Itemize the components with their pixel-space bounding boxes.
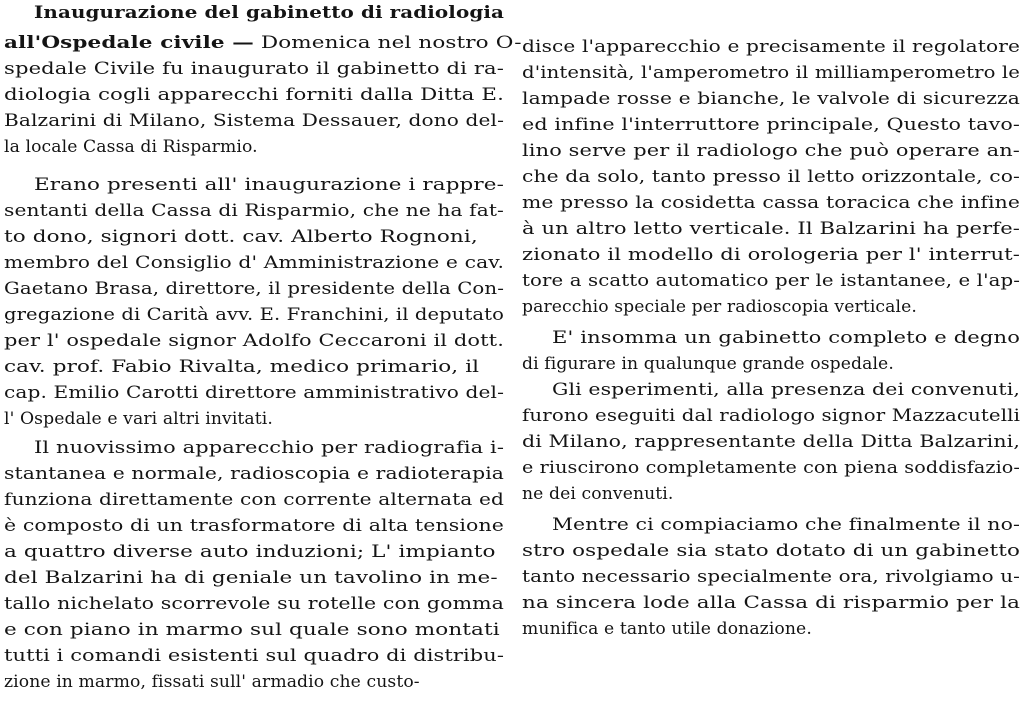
text-line: ed infine l'interruttore principale, Questo tavo- — [522, 115, 1021, 135]
text-line: d'intensità, l'amperometro il milliamperometro le — [522, 63, 1021, 83]
text-line: ne dei convenuti. — [522, 484, 674, 504]
text-line: spedale Civile fu inaugurato il gabinetto di ra- — [4, 59, 505, 79]
text-line: all'Ospedale civile — Domenica nel nostro O- — [4, 33, 522, 53]
text-line: che da solo, tanto presso il letto orizzontale, co- — [522, 167, 1020, 187]
text-line: Gli esperimenti, alla presenza dei convenuti, — [552, 380, 1020, 400]
text-line: furono eseguiti dal radiologo signor Mazzacutelli — [522, 406, 1021, 426]
text-line: tore a scatto automatico per le istantanee, e l'ap- — [522, 271, 1020, 291]
text-line: zionato il modello di orologeria per l' interrut- — [522, 245, 1021, 265]
text-line: to dono, signori dott. cav. Alberto Rognoni, — [4, 227, 478, 247]
text-line: di Milano, rappresentante della Ditta Balzarini, — [522, 432, 1020, 452]
text-line: del Balzarini ha di geniale un tavolino in me- — [4, 568, 498, 588]
text-line: cav. prof. Fabio Rivalta, medico primario, il — [4, 357, 480, 377]
text-line: membro del Consiglio d' Amministrazione e cav. — [4, 253, 505, 273]
text-line: Il nuovissimo apparecchio per radiografia i- — [34, 438, 505, 458]
text-line: munifica e tanto utile donazione. — [522, 619, 812, 639]
text-line: per l' ospedale signor Adolfo Ceccaroni il dott. — [4, 331, 505, 351]
text-line: lino serve per il radiologo che può operare an- — [522, 141, 1020, 161]
text-line: me presso la cosidetta cassa toracica che infine — [522, 193, 1020, 213]
text-line: parecchio speciale per radioscopia verticale. — [522, 297, 917, 317]
text-line: è composto di un trasformatore di alta tensione — [4, 516, 505, 536]
text-line: tallo nichelato scorrevole su rotelle con gomma — [4, 594, 505, 614]
text-line: cap. Emilio Carotti direttore amministrativo del- — [4, 383, 504, 403]
text-line: disce l'apparecchio e precisamente il regolatore — [522, 37, 1021, 57]
text-line: tutti i comandi esistenti sul quadro di distribu- — [4, 646, 505, 666]
text-line: Balzarini di Milano, Sistema Dessauer, dono del- — [4, 111, 504, 131]
text-line: zione in marmo, fissati sull' armadio che custo- — [4, 672, 420, 692]
text-line: l' Ospedale e vari altri invitati. — [4, 409, 273, 429]
text-line: funziona direttamente con corrente alternata ed — [4, 490, 504, 510]
text-line: gregazione di Carità avv. E. Franchini, il deputato — [4, 305, 504, 325]
text-line: E' insomma un gabinetto completo e degno — [552, 328, 1021, 348]
text-line: diologia cogli apparecchi forniti dalla Ditta E. — [4, 85, 504, 105]
text-line: tanto necessario specialmente ora, rivolgiamo u- — [522, 567, 1021, 587]
text-line: sentanti della Cassa di Risparmio, che ne ha fat- — [4, 201, 504, 221]
text-line: na sincera lode alla Cassa di risparmio per la — [522, 593, 1020, 613]
text-line: stantanea e normale, radioscopia e radioterapia — [4, 464, 505, 484]
text-line: stro ospedale sia stato dotato di un gabinetto — [522, 541, 1021, 561]
text-line: e riuscirono completamente con piena soddisfazio- — [522, 458, 1021, 478]
text-line: à un altro letto verticale. Il Balzarini ha perfe- — [522, 219, 1021, 239]
text-line: Mentre ci compiaciamo che finalmente il no- — [552, 515, 1021, 535]
text-line: Inaugurazione del gabinetto di radiologia — [34, 3, 505, 23]
text-line: lampade rosse e bianche, le valvole di sicurezza — [522, 89, 1020, 109]
text-line: Erano presenti all' inaugurazione i rappre- — [34, 175, 504, 195]
text-line: di figurare in qualunque grande ospedale. — [522, 354, 894, 374]
text-line: a quattro diverse auto induzioni; L' impianto — [4, 542, 496, 562]
text-line: Gaetano Brasa, direttore, il presidente della Con- — [4, 279, 504, 299]
text-line: e con piano in marmo sul quale sono montati — [4, 620, 500, 640]
text-line: la locale Cassa di Risparmio. — [4, 137, 258, 157]
